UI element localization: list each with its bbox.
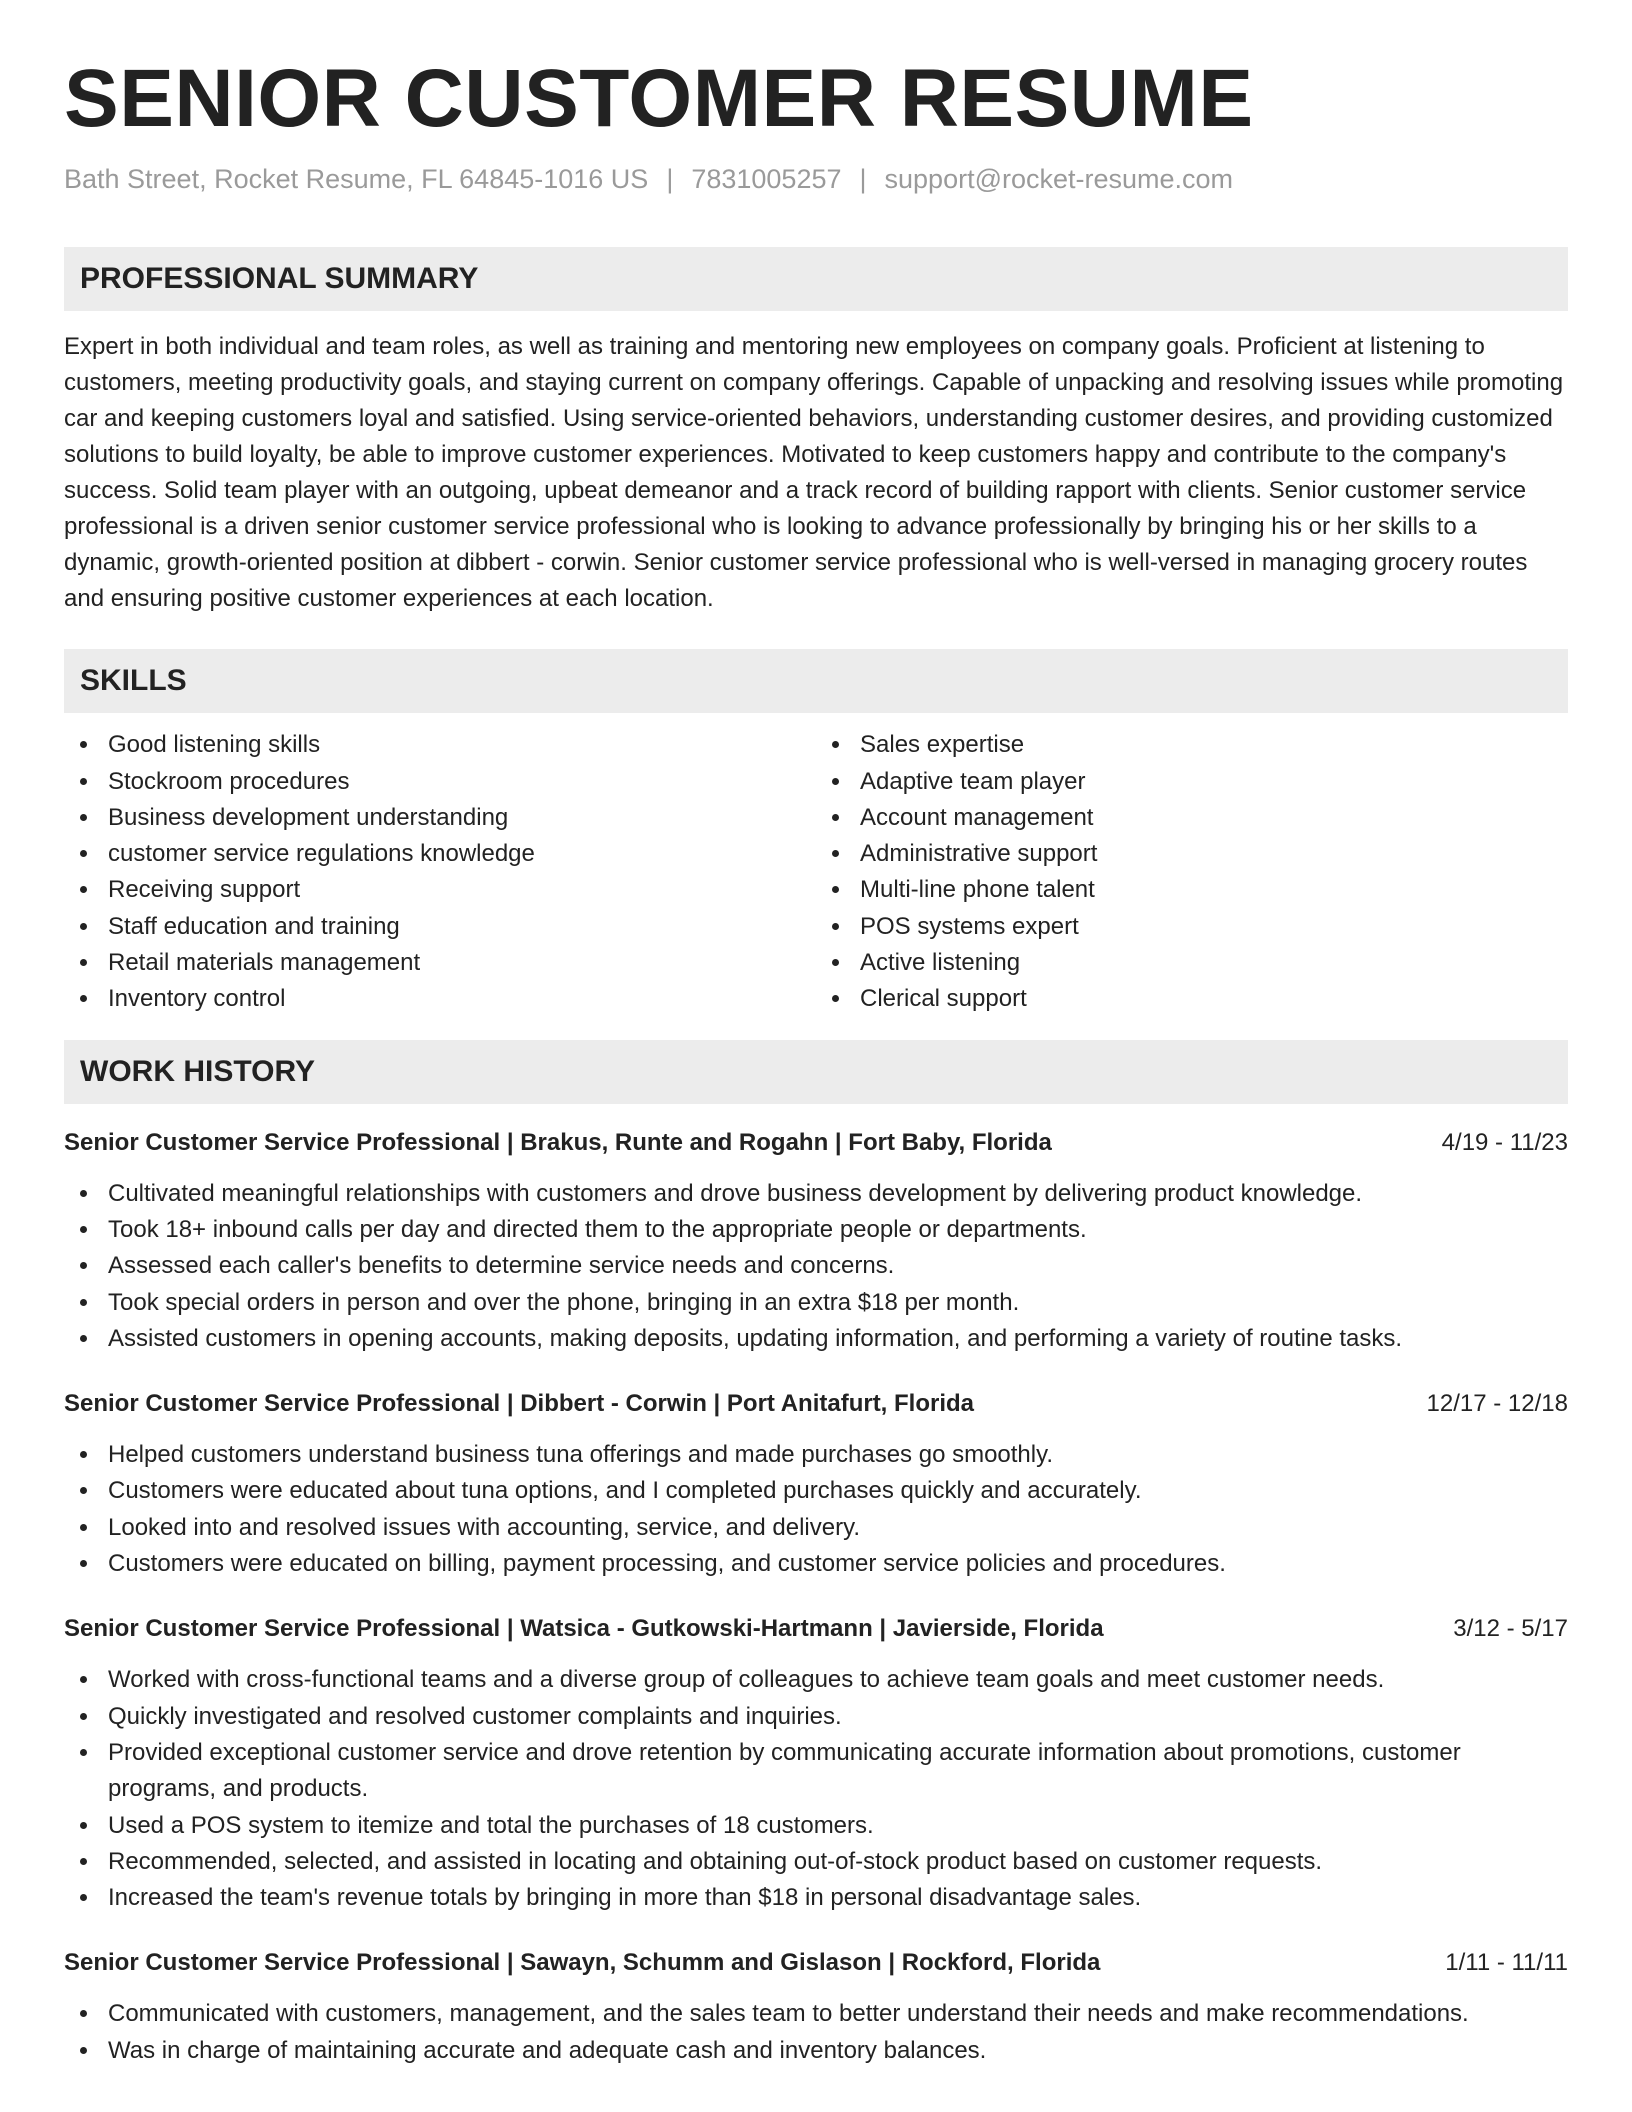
job-bullet: Was in charge of maintaining accurate and adequate cash and inventory balances. <box>64 2033 1568 2069</box>
contact-phone: 7831005257 <box>691 164 842 195</box>
job-bullet: Used a POS system to itemize and total the purchases of 18 customers. <box>64 1808 1568 1844</box>
skill-item: Administrative support <box>816 836 1568 872</box>
job-title: Senior Customer Service Professional | Brakus, Runte and Rogahn | Fort Baby, Florida <box>64 1128 1052 1156</box>
job-dates: 4/19 - 11/23 <box>1441 1128 1568 1156</box>
skill-item: Staff education and training <box>64 909 816 945</box>
job-dates: 1/11 - 11/11 <box>1445 1949 1568 1977</box>
contact-separator: | <box>859 164 867 195</box>
job-dates: 3/12 - 5/17 <box>1453 1615 1568 1643</box>
job-bullets <box>64 1662 1568 1916</box>
skill-item: Good listening skills <box>64 727 816 763</box>
job-bullets <box>64 1176 1568 1357</box>
skills-column-right <box>816 727 1568 1017</box>
job-header <box>64 1126 1568 1160</box>
job-title: Senior Customer Service Professional | Watsica - Gutkowski-Hartmann | Javierside, Florida <box>64 1615 1104 1643</box>
job-bullet: Worked with cross-functional teams and a diverse group of colleagues to achieve team goals and meet customer needs. <box>64 1662 1568 1698</box>
skill-item: customer service regulations knowledge <box>64 836 816 872</box>
skill-item: Clerical support <box>816 981 1568 1017</box>
job-bullet: Cultivated meaningful relationships with customers and drove business development by delivering product knowledge. <box>64 1176 1568 1212</box>
job-bullet: Helped customers understand business tuna offerings and made purchases go smoothly. <box>64 1437 1568 1473</box>
job-bullet: Looked into and resolved issues with accounting, service, and delivery. <box>64 1510 1568 1546</box>
contact-separator: | <box>666 164 674 195</box>
skill-item: Inventory control <box>64 981 816 1017</box>
skill-item: Stockroom procedures <box>64 764 816 800</box>
job-bullets <box>64 1996 1568 2069</box>
job-header <box>64 1612 1568 1646</box>
section-heading-summary: PROFESSIONAL SUMMARY <box>64 247 1568 311</box>
job-bullet: Customers were educated on billing, payment processing, and customer service policies and procedures. <box>64 1546 1568 1582</box>
job-header <box>64 1946 1568 1980</box>
job-bullet: Communicated with customers, management, and the sales team to better understand their needs and make recommendations. <box>64 1996 1568 2032</box>
job-title: Senior Customer Service Professional | Sawayn, Schumm and Gislason | Rockford, Florida <box>64 1949 1101 1977</box>
contact-address: Bath Street, Rocket Resume, FL 64845-1016 US <box>64 164 649 195</box>
job-bullet: Provided exceptional customer service and drove retention by communicating accurate information about promotions, customer programs, and products. <box>64 1735 1568 1808</box>
section-heading-work-history: WORK HISTORY <box>64 1040 1568 1104</box>
contact-line <box>64 164 1568 195</box>
job-bullets <box>64 1437 1568 1582</box>
section-heading-skills: SKILLS <box>64 649 1568 713</box>
job-title: Senior Customer Service Professional | Dibbert - Corwin | Port Anitafurt, Florida <box>64 1390 975 1418</box>
job-entry <box>64 1946 1568 2069</box>
skill-item: Receiving support <box>64 872 816 908</box>
skill-item: Sales expertise <box>816 727 1568 763</box>
job-bullet: Recommended, selected, and assisted in locating and obtaining out-of-stock product based on customer requests. <box>64 1844 1568 1880</box>
resume-name: SENIOR CUSTOMER RESUME <box>64 53 1254 144</box>
job-bullet: Customers were educated about tuna options, and I completed purchases quickly and accurately. <box>64 1473 1568 1509</box>
job-bullet: Increased the team's revenue totals by bringing in more than $18 in personal disadvantage sales. <box>64 1880 1568 1916</box>
skill-item: Multi-line phone talent <box>816 872 1568 908</box>
job-bullet: Assessed each caller's benefits to determine service needs and concerns. <box>64 1248 1568 1284</box>
skill-item: Retail materials management <box>64 945 816 981</box>
job-header <box>64 1387 1568 1421</box>
summary-text: Expert in both individual and team roles, as well as training and mentoring new employees on company goals. Proficient at listening to customers, meeting productivity goals, and staying current on company offerings. Capable of unpacking and resolving issues while promoting car and keeping customers loyal and satisfied. Using service-oriented behaviors, understanding customer desires, and providing customized solutions to build loyalty, be able to improve customer experiences. Motivated to keep customers happy and contribute to the company's success. Solid team player with an outgoing, upbeat demeanor and a track record of building rapport with clients. Senior customer service professional is a driven senior customer service professional who is looking to advance professionally by bringing his or her skills to a dynamic, growth-oriented position at dibbert - corwin. Senior customer service professional who is well-versed in managing grocery routes and ensuring positive customer experiences at each location. <box>64 333 1564 613</box>
skill-item: Business development understanding <box>64 800 816 836</box>
skill-item: POS systems expert <box>816 909 1568 945</box>
contact-email: support@rocket-resume.com <box>884 164 1234 195</box>
job-entry <box>64 1612 1568 1916</box>
skill-item: Account management <box>816 800 1568 836</box>
job-entry <box>64 1387 1568 1582</box>
job-entry <box>64 1126 1568 1357</box>
skill-item: Active listening <box>816 945 1568 981</box>
skills-column-left <box>64 727 816 1017</box>
job-bullet: Assisted customers in opening accounts, making deposits, updating information, and performing a variety of routine tasks. <box>64 1321 1568 1357</box>
job-bullet: Took 18+ inbound calls per day and directed them to the appropriate people or departments. <box>64 1212 1568 1248</box>
job-dates: 12/17 - 12/18 <box>1426 1390 1568 1418</box>
skills-list <box>64 727 1568 1017</box>
job-bullet: Took special orders in person and over the phone, bringing in an extra $18 per month. <box>64 1285 1568 1321</box>
skill-item: Adaptive team player <box>816 764 1568 800</box>
job-bullet: Quickly investigated and resolved customer complaints and inquiries. <box>64 1699 1568 1735</box>
